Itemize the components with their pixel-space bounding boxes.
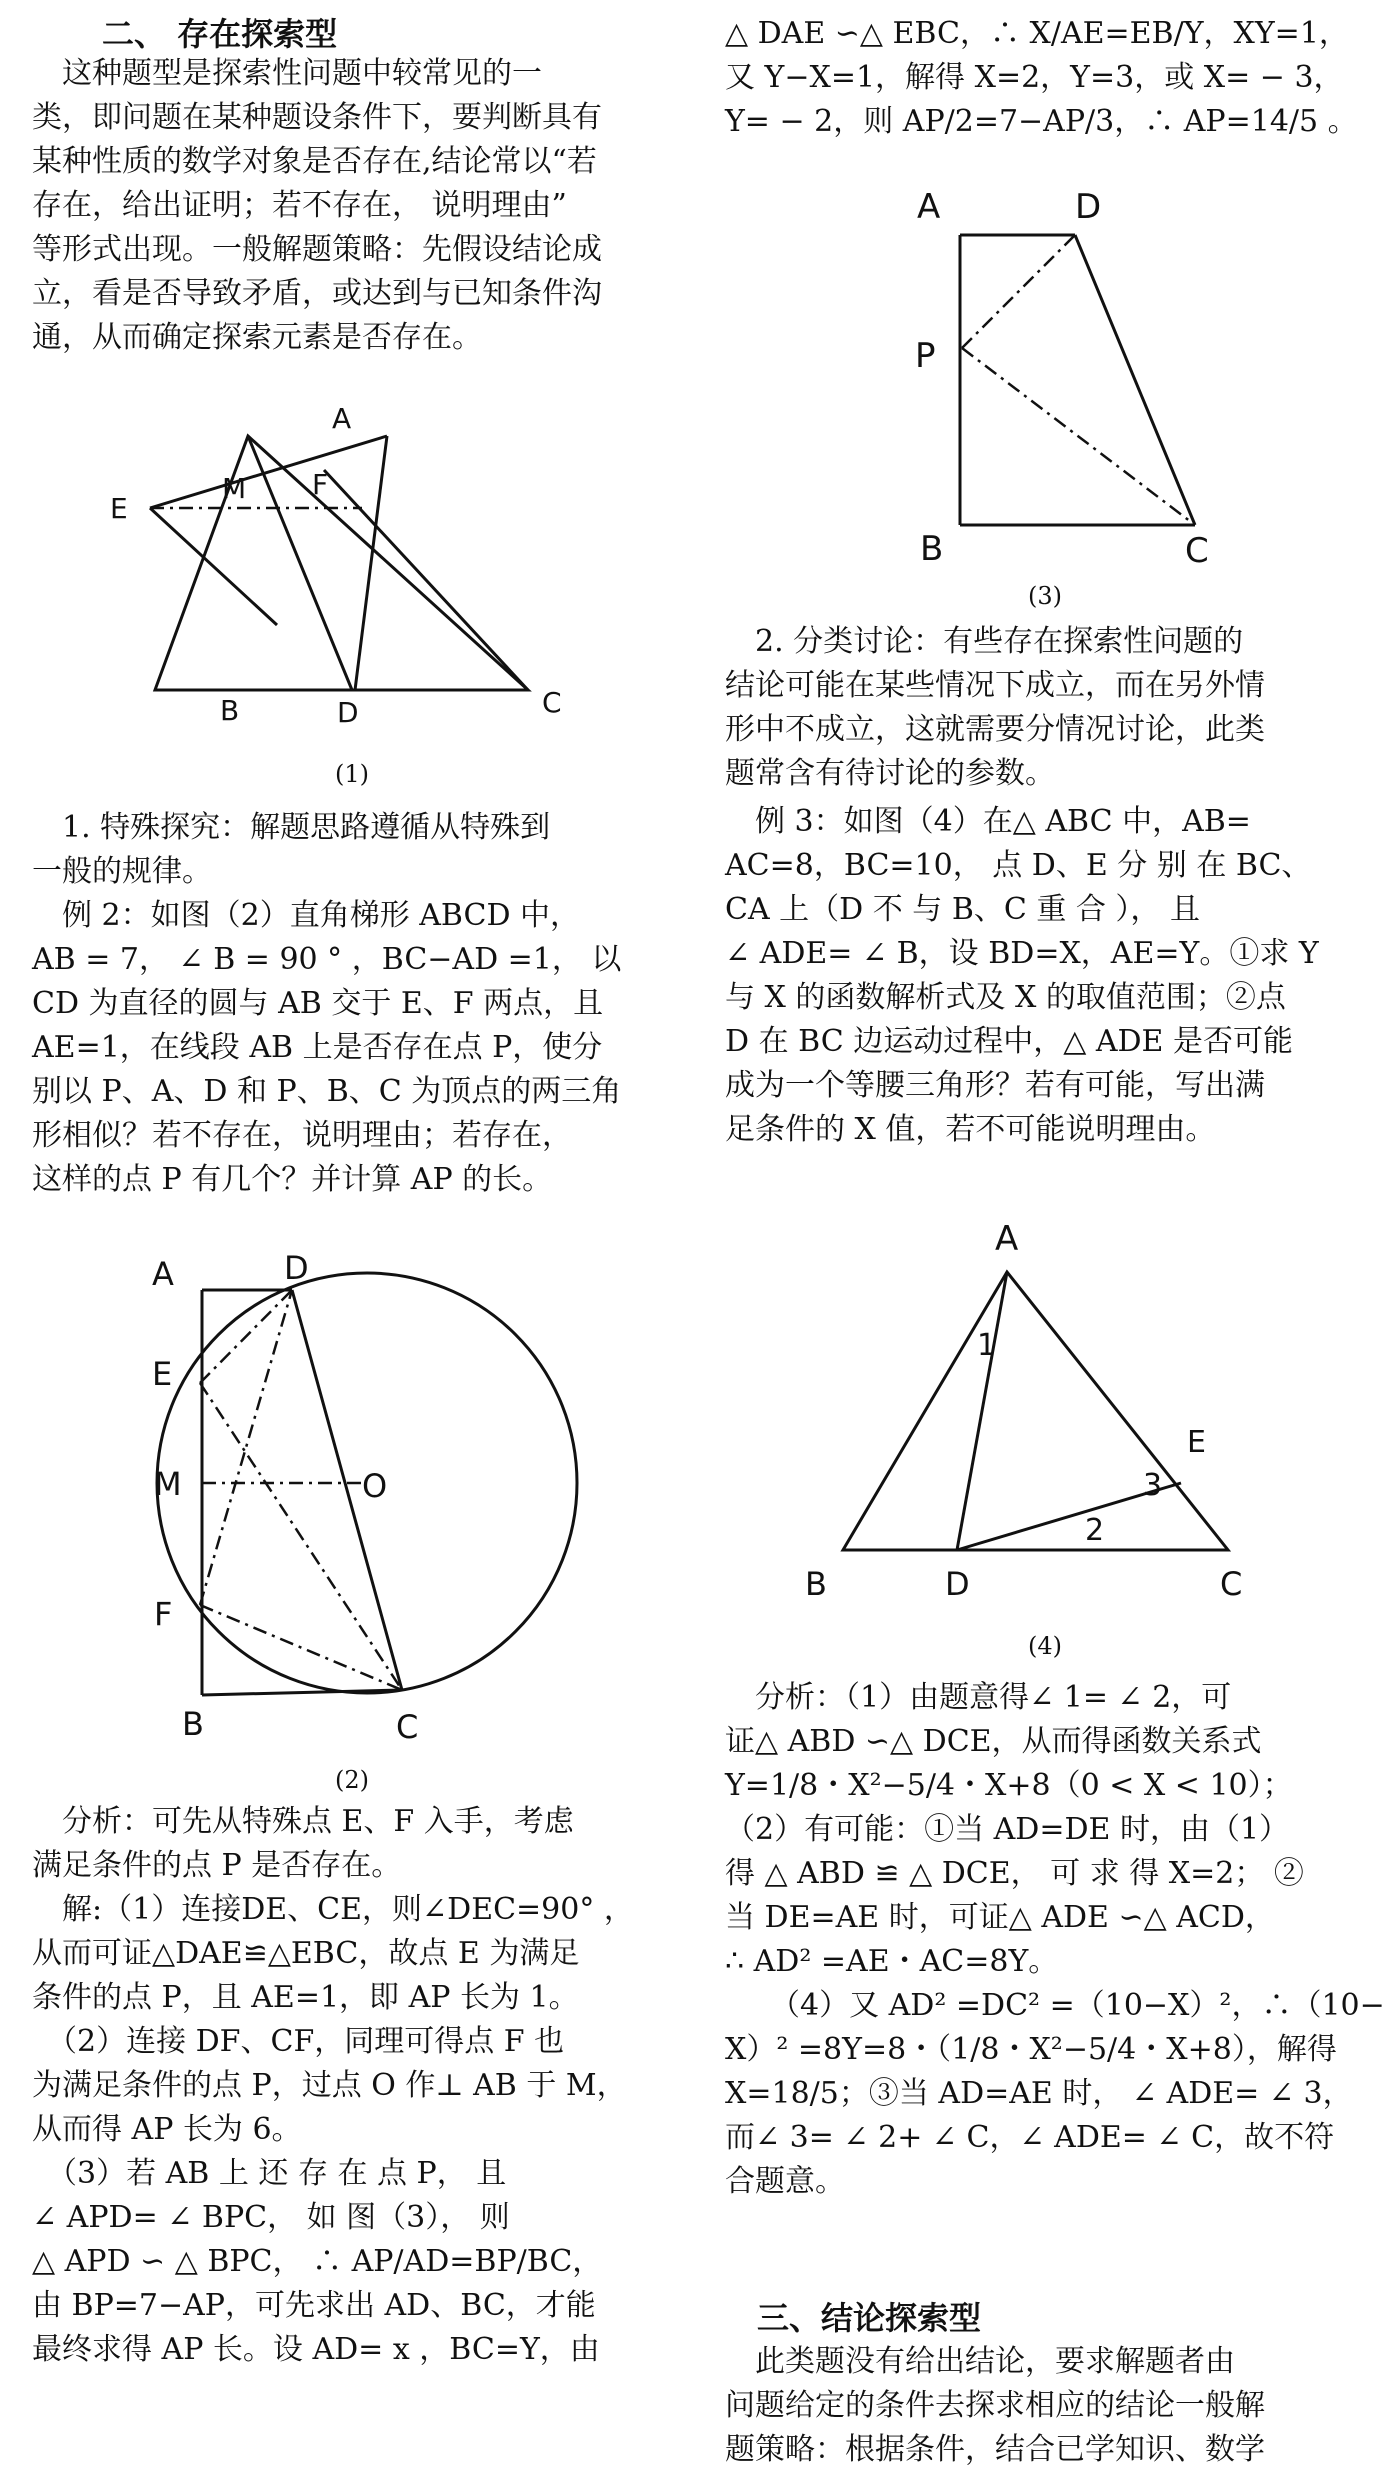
- text-line: 例 3：如图（4）在△ ABC 中，AB=: [725, 804, 1251, 839]
- text-line: 形相似？若不存在，说明理由；若存在，: [32, 1118, 572, 1153]
- figure-3: [725, 170, 1365, 600]
- text-line: 最终求得 AP 长。设 AD= x ，BC=Y，由: [32, 2332, 600, 2367]
- text-line: ∴ AD² =AE・AC=8Y。: [725, 1944, 1059, 1979]
- text-line: 等形式出现。一般解题策略：先假设结论成: [32, 232, 602, 267]
- text-line: 又 Y−X=1，解得 X=2，Y=3，或 X= − 3，: [725, 60, 1344, 95]
- fig2-label-C: C: [396, 1708, 419, 1746]
- text-line: 类，即问题在某种题设条件下，要判断具有: [32, 100, 602, 135]
- text-line: △ DAE ∽△ EBC，∴ X/AE=EB/Y，XY=1，: [725, 16, 1349, 51]
- fig2-label-M: M: [154, 1465, 182, 1503]
- figure-1: [32, 390, 672, 729]
- text-line: 结论可能在某些情况下成立，而在另外情: [725, 668, 1265, 703]
- text-line: 这种题型是探索性问题中较常见的一: [32, 56, 542, 91]
- text-line: X=18/5；③当 AD=AE 时， ∠ ADE= ∠ 3，: [725, 2076, 1353, 2111]
- text-line: 满足条件的点 P 是否存在。: [32, 1848, 402, 1883]
- text-line: 存在，给出证明；若不存在， 说明理由”: [32, 188, 567, 223]
- text-line: 成为一个等腰三角形？若有可能，写出满: [725, 1068, 1265, 1103]
- text-line: ∠ ADE= ∠ B，设 BD=X，AE=Y。①求 Y: [725, 936, 1319, 971]
- fig4-label-1: 1: [977, 1328, 997, 1363]
- fig3-caption: (3): [1028, 582, 1062, 610]
- text-line: AB = 7， ∠ B = 90 ° ，BC−AD =1， 以: [32, 942, 622, 977]
- section-heading-conclusion: 三、结论探索型: [725, 2299, 982, 2337]
- fig1-label-B: B: [220, 694, 240, 727]
- fig4-label-2: 2: [1085, 1513, 1105, 1548]
- fig4-caption: (4): [1028, 1632, 1062, 1660]
- fig3-label-B: B: [920, 529, 944, 569]
- text-line: 一般的规律。: [32, 854, 212, 889]
- text-line: 合题意。: [725, 2164, 845, 2199]
- text-line: 当 DE=AE 时，可证△ ADE ∽△ ACD，: [725, 1900, 1275, 1935]
- fig1-caption: (1): [335, 760, 369, 788]
- fig1-label-M: M: [222, 472, 247, 505]
- text-line: （2）有可能：①当 AD=DE 时，由（1）: [725, 1812, 1290, 1847]
- text-line: 与 X 的函数解析式及 X 的取值范围；②点: [725, 980, 1286, 1015]
- text-line: （2）连接 DF、CF，同理可得点 F 也: [32, 2024, 565, 2059]
- text-line: D 在 BC 边运动过程中，△ ADE 是否可能: [725, 1024, 1293, 1059]
- fig1-label-A: A: [332, 402, 352, 435]
- text-line: △ APD ∽ △ BPC， ∴ AP/AD=BP/BC，: [32, 2244, 603, 2279]
- section-heading-existence: 二、 存在探索型: [102, 15, 338, 53]
- text-line: 某种性质的数学对象是否存在,结论常以“若: [32, 144, 597, 179]
- text-line: 此类题没有给出结论，要求解题者由: [725, 2344, 1235, 2379]
- figure-4: [725, 1220, 1365, 1620]
- text-line: （3）若 AB 上 还 存 在 点 P， 且: [32, 2156, 507, 2191]
- fig2-caption: (2): [335, 1766, 369, 1794]
- fig2-label-A: A: [152, 1255, 174, 1293]
- text-line: 通，从而确定探索元素是否存在。: [32, 320, 482, 355]
- text-line: 而∠ 3= ∠ 2+ ∠ C，∠ ADE= ∠ C，故不符: [725, 2120, 1335, 2155]
- text-line: 为满足条件的点 P，过点 O 作⊥ AB 于 M，: [32, 2068, 627, 2103]
- text-line: CA 上（D 不 与 B、C 重 合 ）， 且: [725, 892, 1200, 927]
- text-line: 足条件的 X 值，若不可能说明理由。: [725, 1112, 1216, 1147]
- text-line: 别以 P、A、D 和 P、B、C 为顶点的两三角: [32, 1074, 622, 1109]
- text-line: AC=8，BC=10， 点 D、E 分 别 在 BC、: [725, 848, 1312, 883]
- fig3-label-C: C: [1185, 531, 1209, 571]
- text-line: 2. 分类讨论：有些存在探索性问题的: [725, 624, 1244, 659]
- fig1-label-D: D: [337, 696, 359, 729]
- text-line: 分析：可先从特殊点 E、F 入手，考虑: [32, 1804, 574, 1839]
- fig2-label-O: O: [362, 1467, 388, 1505]
- fig3-label-A: A: [917, 187, 941, 227]
- fig2-label-E: E: [152, 1355, 173, 1393]
- text-line: 证△ ABD ∽△ DCE，从而得函数关系式: [725, 1724, 1262, 1759]
- fig1-label-C: C: [542, 686, 562, 719]
- text-line: 1. 特殊探究：解题思路遵循从特殊到: [32, 810, 551, 845]
- text-line: 从而得 AP 长为 6。: [32, 2112, 302, 2147]
- fig4-label-3: 3: [1143, 1468, 1163, 1503]
- fig4-label-E: E: [1187, 1425, 1206, 1460]
- fig3-label-D: D: [1075, 187, 1102, 227]
- text-line: 立，看是否导致矛盾，或达到与已知条件沟: [32, 276, 602, 311]
- fig2-label-F: F: [154, 1595, 173, 1633]
- text-line: 从而可证△DAE≌△EBC，故点 E 为满足: [32, 1936, 580, 1971]
- text-line: 这样的点 P 有几个？并计算 AP 的长。: [32, 1162, 553, 1197]
- text-line: 得 △ ABD ≌ △ DCE， 可 求 得 X=2； ②: [725, 1856, 1304, 1891]
- text-line: CD 为直径的圆与 AB 交于 E、F 两点，且: [32, 986, 604, 1021]
- text-line: 条件的点 P，且 AE=1，即 AP 长为 1。: [32, 1980, 579, 2015]
- text-line: 解:（1）连接DE、CE，则∠DEC=90° ，: [32, 1892, 634, 1927]
- text-line: 形中不成立，这就需要分情况讨论，此类: [725, 712, 1265, 747]
- text-line: 问题给定的条件去探求相应的结论一般解: [725, 2388, 1265, 2423]
- text-line: 题策略：根据条件，结合已学知识、数学: [725, 2432, 1265, 2467]
- fig4-label-C: C: [1220, 1565, 1243, 1603]
- text-line: 题常含有待讨论的参数。: [725, 756, 1055, 791]
- fig3-label-P: P: [915, 336, 936, 376]
- text-line: X）² =8Y=8・（1/8・X²−5/4・X+8），解得: [725, 2032, 1337, 2067]
- text-line: 例 2：如图（2）直角梯形 ABCD 中，: [32, 898, 581, 933]
- fig4-label-B: B: [805, 1565, 827, 1603]
- fig2-label-B: B: [182, 1705, 204, 1743]
- fig4-label-D: D: [945, 1565, 970, 1603]
- figure-2: [32, 1235, 672, 1755]
- text-line: （4）又 AD² =DC² =（10−X）²，∴（10−: [725, 1988, 1385, 2023]
- text-line: 由 BP=7−AP，可先求出 AD、BC，才能: [32, 2288, 596, 2323]
- fig4-label-A: A: [995, 1219, 1019, 1259]
- text-line: Y=1/8・X²−5/4・X+8（0 < X < 10）；: [725, 1768, 1293, 1803]
- text-line: Y= − 2，则 AP/2=7−AP/3，∴ AP=14/5 。: [725, 104, 1358, 139]
- fig1-label-E: E: [110, 492, 128, 525]
- text-line: 分析：（1）由题意得∠ 1= ∠ 2，可: [725, 1680, 1232, 1715]
- fig1-label-F: F: [312, 468, 329, 501]
- text-line: AE=1，在线段 AB 上是否存在点 P，使分: [32, 1030, 603, 1065]
- fig2-label-D: D: [284, 1249, 309, 1287]
- text-line: ∠ APD= ∠ BPC， 如 图（3）， 则: [32, 2200, 510, 2235]
